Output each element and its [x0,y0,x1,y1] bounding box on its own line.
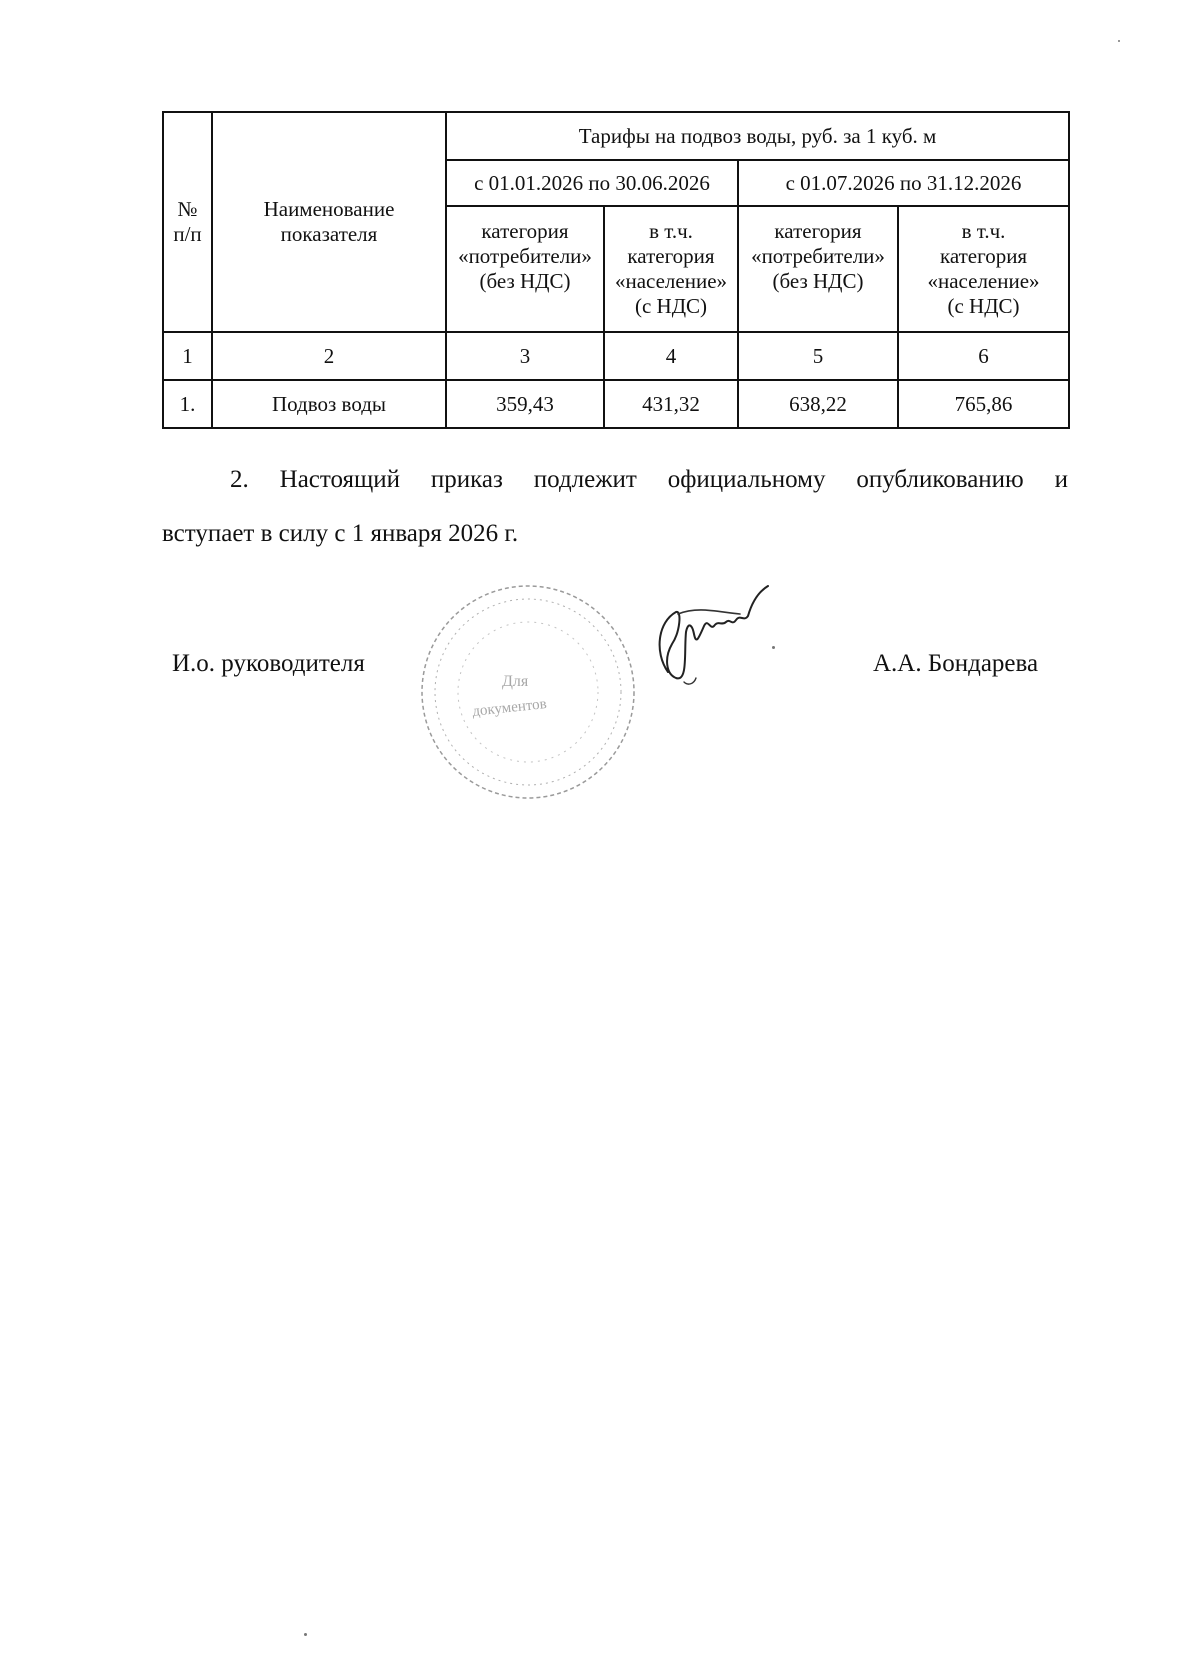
col-number: 6 [898,332,1069,380]
header-name: Наименование показателя [212,112,446,332]
header-tariffs: Тарифы на подвоз воды, руб. за 1 куб. м [446,112,1069,160]
signatory-name: А.А. Бондарева [873,650,1039,677]
scan-speck [304,1633,307,1636]
row-name: Подвоз воды [212,380,446,428]
col-number: 4 [604,332,738,380]
header-p2-consumers: категория «потребители» (без НДС) [738,206,898,332]
col-number: 2 [212,332,446,380]
header-p1-population: в т.ч. категория «население» (с НДС) [604,206,738,332]
signatory-position: И.о. руководителя [172,650,365,677]
header-p2-population: в т.ч. категория «население» (с НДС) [898,206,1069,332]
paragraph-line-2: вступает в силу с 1 января 2026 г. [162,520,519,547]
stamp-text-2: документов [471,696,548,720]
col-number: 3 [446,332,604,380]
row-p2-consumers: 638,22 [738,380,898,428]
header-p1-consumers: категория «потребители» (без НДС) [446,206,604,332]
header-num: № п/п [163,112,212,332]
stamp-graphic [416,580,641,805]
header-period-1: с 01.01.2026 по 30.06.2026 [446,160,738,206]
header-period-2: с 01.07.2026 по 31.12.2026 [738,160,1069,206]
row-p1-consumers: 359,43 [446,380,604,428]
col-number: 5 [738,332,898,380]
handwritten-signature [648,582,788,702]
official-stamp [416,580,641,805]
tariff-table [162,111,1070,429]
row-num: 1. [163,380,212,428]
col-number: 1 [163,332,212,380]
row-p1-population: 431,32 [604,380,738,428]
row-p2-population: 765,86 [898,380,1069,428]
paragraph-line-1: 2. Настоящий приказ подлежит официальному опубликованию и [230,466,1068,493]
scan-speck [772,646,775,649]
column-number-row [163,332,1069,380]
scan-speck [1118,40,1120,42]
signature-graphic [648,582,788,702]
stamp-text-1: Для [502,673,529,690]
table-row [163,380,1069,428]
